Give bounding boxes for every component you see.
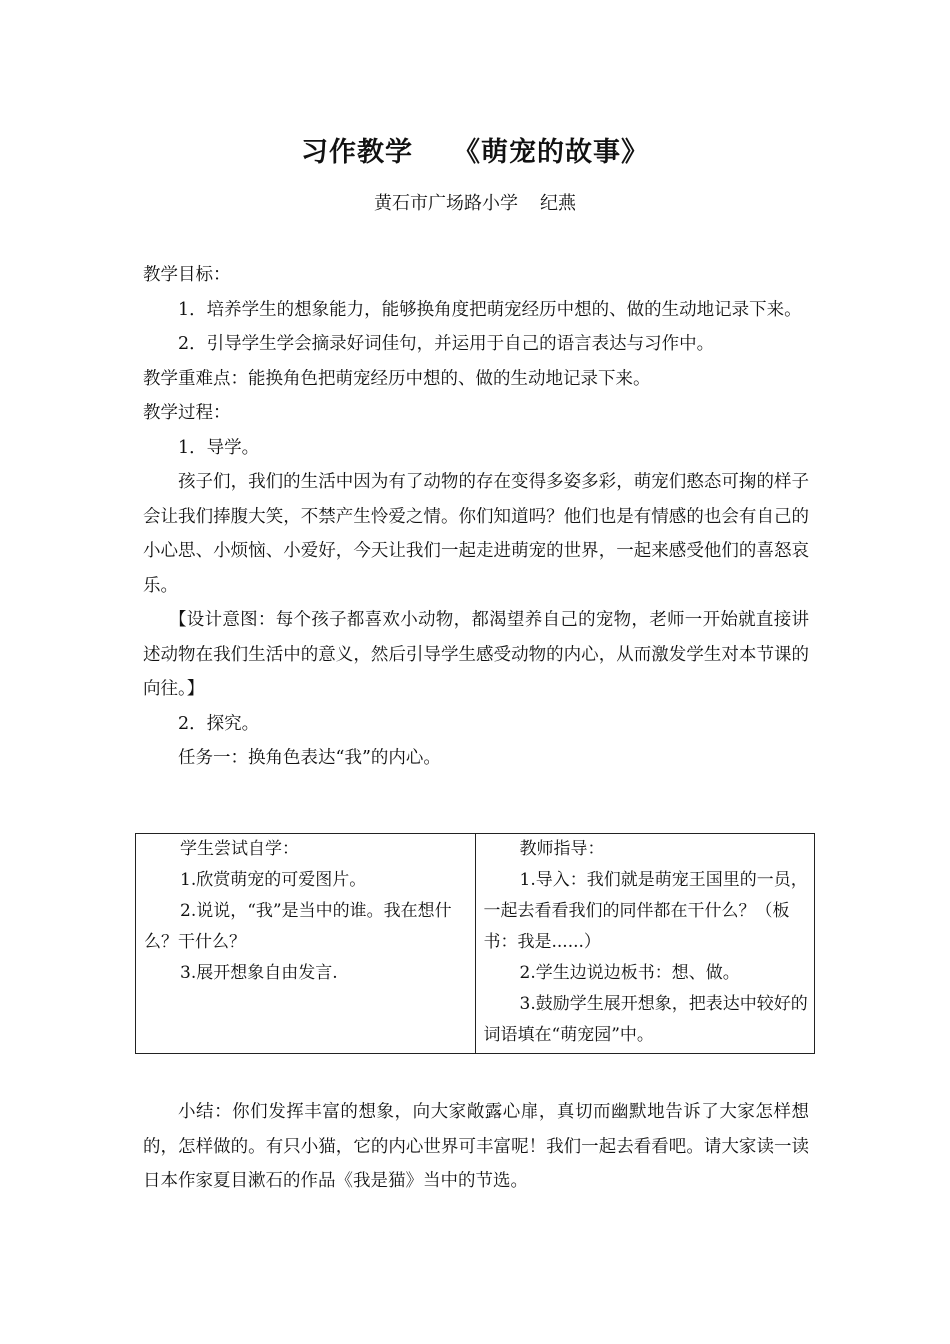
objective-item-2: 2．引导学生学会摘录好词佳句，并运用于自己的语言表达与习作中。 xyxy=(178,334,715,354)
page-title xyxy=(0,130,950,169)
student-heading: 学生尝试自学： xyxy=(180,839,299,859)
teacher-cell xyxy=(475,834,815,1054)
teacher-line-1: 1.导入：我们就是萌宠王国里的一员，一起去看看我们的同伴都在干什么？（板书：我是......） xyxy=(483,870,808,952)
summary-section xyxy=(143,1095,809,1199)
author-line xyxy=(0,189,950,215)
teacher-line-2: 2.学生边说边板书：想、做。 xyxy=(519,963,740,983)
teacher-line-3: 3.鼓励学生展开想象，把表达中较好的词语填在“萌宠园”中。 xyxy=(483,994,808,1045)
process-step-2: 2．探究。 xyxy=(178,713,260,734)
summary-text: 小结：你们发挥丰富的想象，向大家敞露心扉，真切而幽默地告诉了大家怎样想的，怎样做的。有只小猫，它的内心世界可丰富呢！我们一起去看看吧。请大家读一读日本作家夏目漱石的作品《我是猫》当中的节选。 xyxy=(143,1102,809,1191)
process-heading: 教学过程： xyxy=(143,403,231,423)
student-line-1: 1.欣赏萌宠的可爱图片。 xyxy=(180,870,367,890)
task-table xyxy=(135,833,815,1054)
task-one: 任务一：换角色表达“我”的内心。 xyxy=(178,748,441,768)
title-part-1: 习作教学 xyxy=(301,137,413,168)
process-step-1: 1．导学。 xyxy=(178,437,260,458)
table-row xyxy=(136,834,815,1054)
teacher-heading: 教师指导： xyxy=(519,839,605,859)
student-cell xyxy=(136,834,476,1054)
objective-item-1: 1．培养学生的想象能力，能够换角度把萌宠经历中想的、做的生动地记录下来。 xyxy=(178,299,802,320)
design-note: 【设计意图：每个孩子都喜欢小动物，都渴望养自己的宠物，老师一开始就直接讲述动物在我们生活中的意义，然后引导学生感受动物的内心，从而激发学生对本节课的向往。】 xyxy=(143,610,809,699)
key-points: 教学重难点：能换角色把萌宠经历中想的、做的生动地记录下来。 xyxy=(143,368,651,389)
process-step-1-text: 孩子们，我们的生活中因为有了动物的存在变得多姿多彩，萌宠们憨态可掬的样子会让我们捧腹大笑，不禁产生怜爱之情。你们知道吗？他们也是有情感的也会有自己的小心思、小烦恼、小爱好，今天让我们一起走进萌宠的世界，一起来感受他们的喜怒哀乐。 xyxy=(143,472,809,596)
objectives-heading: 教学目标： xyxy=(143,265,231,285)
author-school: 黄石市广场路小学 xyxy=(374,193,518,214)
student-line-3: 3.展开想象自由发言. xyxy=(180,963,338,983)
main-content xyxy=(143,258,809,776)
author-name: 纪燕 xyxy=(540,193,576,214)
title-part-2: 《萌宠的故事》 xyxy=(453,137,649,168)
student-line-2: 2.说说，“我”是当中的谁。我在想什么？干什么？ xyxy=(144,901,452,952)
